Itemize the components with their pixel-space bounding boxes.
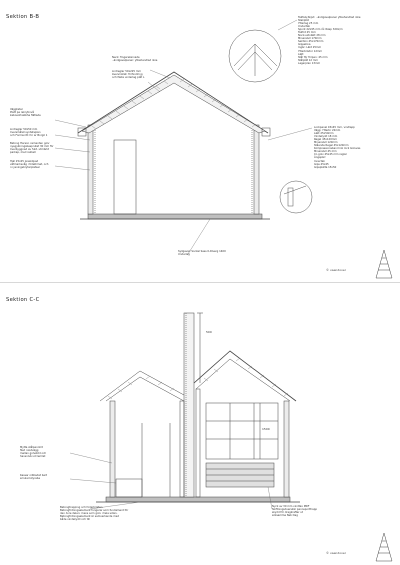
note-syll: Syllgavel: Sockel Sass 0-Riverg 1400 Underlag xyxy=(178,250,226,256)
section-title: Sektion C-C xyxy=(6,297,40,303)
note-vagglister: Vägglister Platt pa rekrytnivå kaboeofnabbha flätlade xyxy=(10,108,41,117)
eaves-detail xyxy=(280,181,312,213)
note-ridge: Neck: fingerskarvade ..ändgavelpaner: ytbehandlad nkie xyxy=(112,56,158,62)
note-hall: Hall 25x25 presklipad våtmarksvåg i tidsklimat, och i nysningsbrytarplatser xyxy=(10,160,49,169)
dim-label-window: 1500 xyxy=(262,427,270,431)
section-b-b-sheet xyxy=(0,0,400,282)
wall-spec-list: Lockpanel 45x45 mm, vindlapp Vägg: Ytterbr 22mm Läkt 25x50mm Vindskydd 18 mm Regel 45x120mm Mineralull 120mm Stående Regel 45x120mm Kompressionsband ink lock Golvvas Mineralull 45 mm Cc-golv 45x45 mm reglar Ångspärr Innertak Gips 45x45 Gipsplatta 15x50 xyxy=(314,126,361,169)
note-kassar: Kassar odbladat bart smulad styrebe xyxy=(20,474,48,480)
note-betong: Betong Harson cementen golv nysgjutningsbesprutat 30 mm för överbyggnad av fukt. utmärkt parkap, med reklam xyxy=(10,142,54,154)
note-lintreglar-wall: Lintreglar 50x50 mm översmålet syntetsplan och Formsnitt: for ar Borgö 1 xyxy=(10,128,48,137)
logo-text: © vaendover xyxy=(326,268,346,272)
roof-spec-list: Takfals:Skjut: ..ändgavelpaner ytbehandlad nkie Stakplåt Ytterlag 25 mm Undertak Spont 22x95 mm rå: Räsp 320x/m Takfot 25 mm Nock-sidoläkt 28 mm Mineralull 170mm Sektion 45x170mm Gipsskiva Ingår: Läkt 25mm Ytterbrädor 12mm Läkt Stål för förpan: 45 mm Stålplåt 12 mm Lagerplan 13mm xyxy=(298,16,361,65)
section-c-c-sheet xyxy=(0,283,400,565)
floor-slab xyxy=(88,214,262,219)
section-c-c-drawing xyxy=(0,283,400,565)
note-lintreglar-roof: Lintreglar 50x225 mm ävervinklat: förhindring och fästa underlag plåt L xyxy=(112,70,145,79)
logo-text: © vaendover xyxy=(326,551,346,555)
note-nyck: Nyck av 30 mm vindtax MDF Skiftningsöverskär pannsporttrapp skydd för dragkrafter ut söksamma Nsb Dag xyxy=(272,505,317,517)
note-betongtrappning: Betongtrapping och foderbräden Betongfotningselement fungerar som fundament för den övre delen: mens som golv i hela sidan. Betongfotningselement är samverkande med både vindskydd och till xyxy=(60,506,129,521)
dim-label-top: 500 xyxy=(206,330,212,334)
ridge-detail xyxy=(229,30,281,82)
section-title: Sektion B-B xyxy=(6,14,40,20)
note-mytta: Mytta stålpannlöt fäst i slutvägg mellan golvstöd och havsnivå vid lemlet xyxy=(20,446,47,458)
